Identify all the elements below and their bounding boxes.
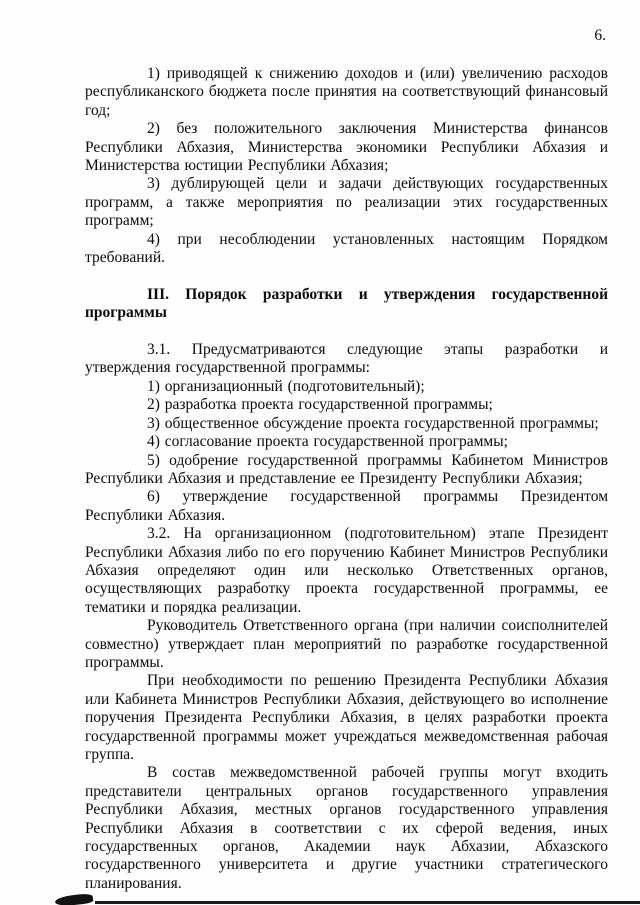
- list-item-stage-3: 3) общественное обсуждение проекта государственной программы;: [147, 414, 599, 432]
- paragraph-clause-2: 2) без положительного заключения Министерства финансов Республики Абхазия, Министерства экономики Республики Абхазия и Министерства юстиции Республики Абхазия;: [85, 120, 608, 175]
- list-item-stage-6: 6) утверждение государственной программы Президентом Республики Абхазия.: [85, 488, 608, 524]
- section-heading: III. Порядок разработки и утверждения государственной программы: [85, 285, 608, 322]
- document-body: [85, 65, 608, 893]
- paragraph-workgroup-members: В состав межведомственной рабочей группы могут входить представители центральных органов государственного управления Республики Абхазия, местных органов государственного управления Республики Абхазия в соответствии с их сферой ведения, иных государственных органов, Академии наук Абхазии, Абхазского государственного университета и другие участники стратегического планирования.: [85, 764, 608, 892]
- paragraph-clause-1: 1) приводящей к снижению доходов и (или) увеличению расходов республиканского бюджета после принятия на соответствующий финансовый год;: [85, 65, 608, 119]
- paragraph-clause-3: 3) дублирующей цели и задачи действующих государственных программ, а также мероприятия по реализации этих государственных программ;: [85, 175, 608, 230]
- paragraph-leader: Руководитель Ответственного органа (при наличии соисполнителей совместно) утверждает план мероприятий по разработке государственной программы.: [85, 617, 608, 671]
- list-item-stage-4: 4) согласование проекта государственной программы;: [147, 433, 508, 451]
- list-item-stage-2: 2) разработка проекта государственной программы;: [147, 396, 493, 414]
- list-item-stage-1: 1) организационный (подготовительный);: [147, 377, 425, 395]
- paragraph-workgroup: При необходимости по решению Президента Республики Абхазия или Кабинета Министров Республики Абхазия, действующего во исполнение поручения Президента Республики Абхазия, в целях разработки проекта государственной программы может учреждаться межведомственная рабочая группа.: [85, 672, 608, 763]
- page-number: 6.: [594, 27, 606, 44]
- paragraph-3-1: 3.1. Предусматриваются следующие этапы разработки и утверждения государственной программы:: [85, 341, 608, 377]
- scan-artifact-mark: [55, 893, 94, 905]
- paragraph-clause-4: 4) при несоблюдении установленных настоящим Порядком требований.: [85, 230, 608, 267]
- scan-artifact-line: [95, 901, 640, 904]
- list-item-stage-5: 5) одобрение государственной программы Кабинетом Министров Республики Абхазия и представление ее Президенту Республики Абхазия;: [85, 451, 608, 487]
- paragraph-3-2: 3.2. На организационном (подготовительном) этапе Президент Республики Абхазия либо по его поручению Кабинет Министров Республики Абхазия определяют один или несколько Ответственных органов, осуществляющих разработку проекта государственной программы, ее тематики и порядка реализации.: [85, 525, 608, 616]
